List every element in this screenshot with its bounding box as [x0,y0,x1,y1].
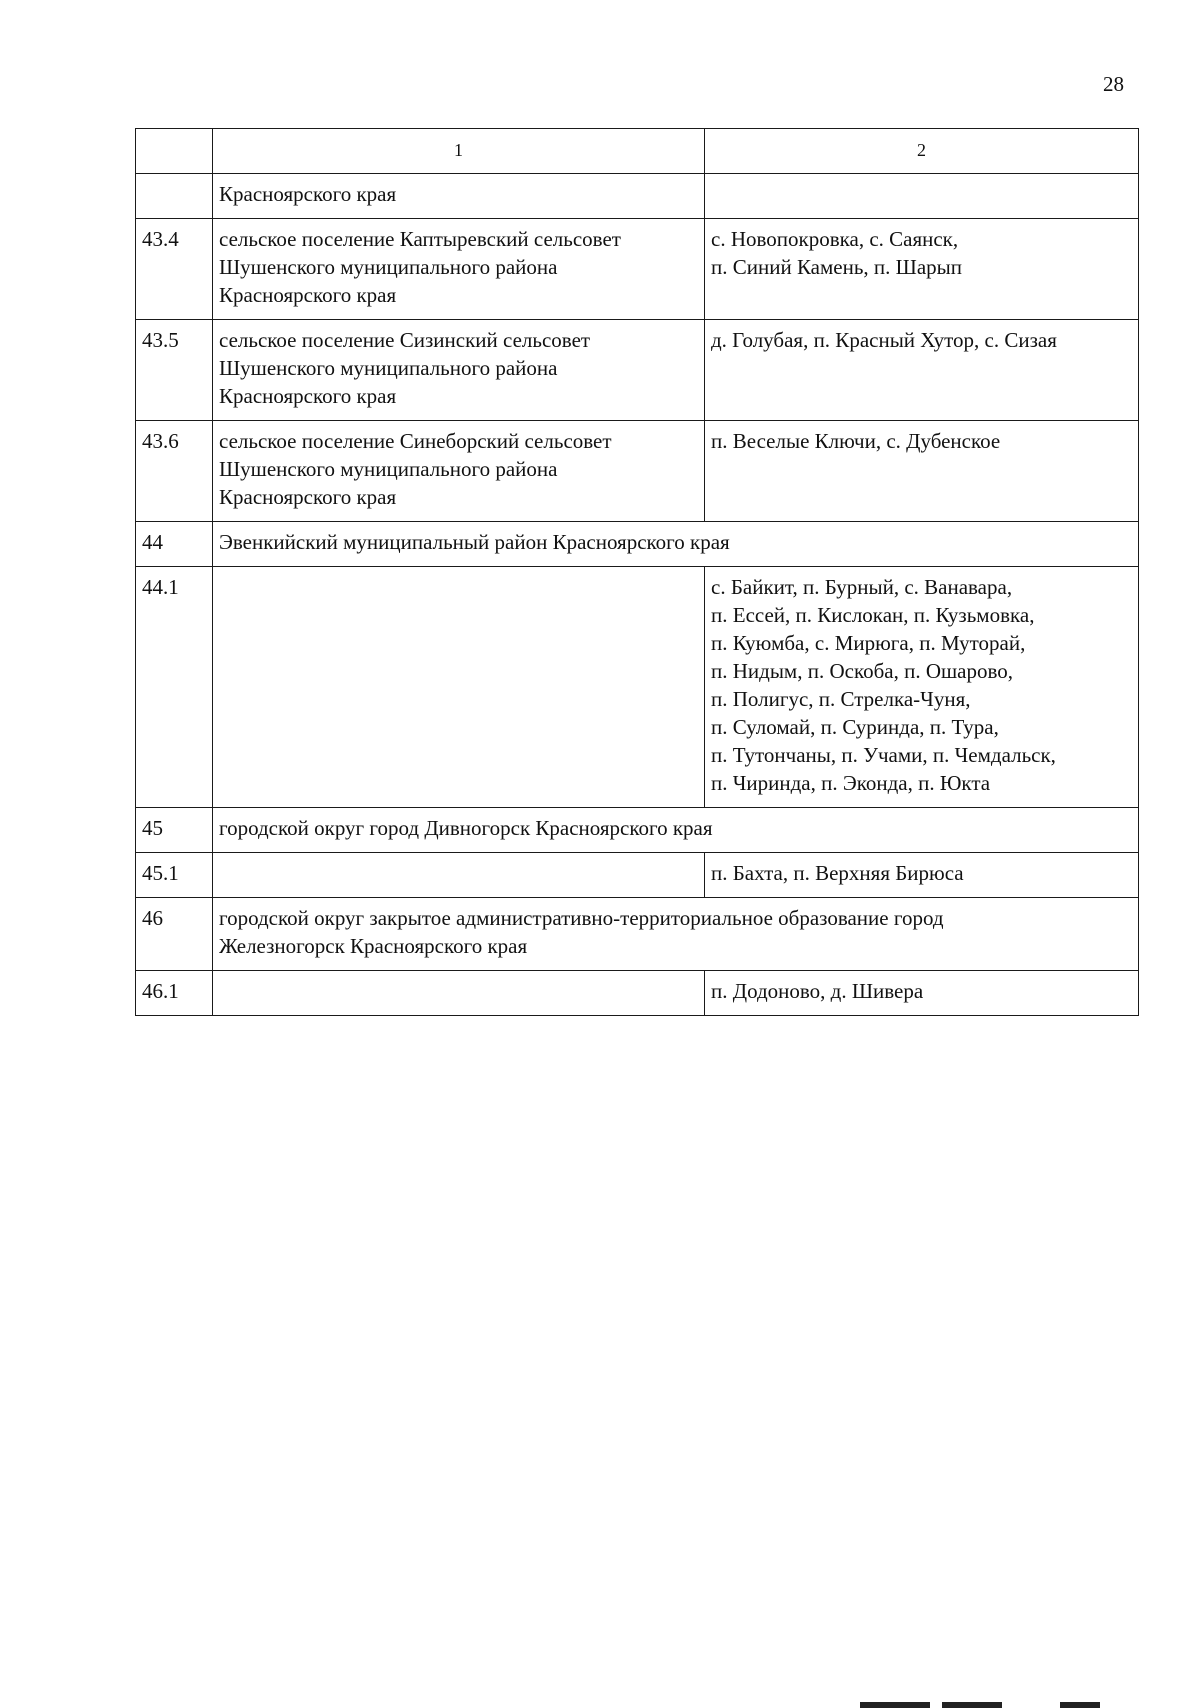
table-row [136,567,1139,808]
settlements-table [135,128,1139,1016]
district-name: Эвенкийский муниципальный район Красноярского края [213,522,1139,567]
settlements-list: п. Веселые Ключи, с. Дубенское [705,421,1139,522]
municipality-name [213,971,705,1016]
settlements-list: п. Додоново, д. Шивера [705,971,1139,1016]
municipality-name: сельское поселение Каптыревский сельсовет Шушенского муниципального района Красноярского края [213,219,705,320]
scan-artifact [860,1702,1100,1708]
municipality-name: сельское поселение Синеборский сельсовет Шушенского муниципального района Красноярского края [213,421,705,522]
settlements-list: с. Байкит, п. Бурный, с. Ванавара, п. Ессей, п. Кислокан, п. Кузьмовка, п. Куюмба, с. Мирюга, п. Муторай, п. Нидым, п. Оскоба, п. Ошарово, п. Полигус, п. Стрелка-Чуня, п. Суломай, п. Суринда, п. Тура, п. Тутончаны, п. Учами, п. Чемдальск, п. Чиринда, п. Эконда, п. Юкта [705,567,1139,808]
municipality-name [213,853,705,898]
municipality-name: сельское поселение Сизинский сельсовет Шушенского муниципального района Красноярского края [213,320,705,421]
settlements-list: п. Бахта, п. Верхняя Бирюса [705,853,1139,898]
district-name: городской округ закрытое административно-территориальное образование город Железногорск Красноярского края [213,898,1139,971]
row-number: 44.1 [136,567,213,808]
table-row [136,320,1139,421]
municipality-name [213,567,705,808]
settlements-list: д. Голубая, п. Красный Хутор, с. Сизая [705,320,1139,421]
header-num-cell [136,129,213,174]
table-row-district [136,522,1139,567]
district-name: городской округ город Дивногорск Красноярского края [213,808,1139,853]
row-number: 43.5 [136,320,213,421]
settlements-list: с. Новопокровка, с. Саянск, п. Синий Камень, п. Шарып [705,219,1139,320]
table-row [136,853,1139,898]
table-row-district [136,898,1139,971]
row-number: 44 [136,522,213,567]
row-number: 46 [136,898,213,971]
header-col-1: 1 [213,129,705,174]
municipality-name: Красноярского края [213,174,705,219]
table-header-row [136,129,1139,174]
row-number: 43.4 [136,219,213,320]
header-col-2: 2 [705,129,1139,174]
page-number: 28 [1103,72,1124,96]
table-row [136,971,1139,1016]
row-number: 45.1 [136,853,213,898]
table-row [136,421,1139,522]
table-row [136,174,1139,219]
table-row-district [136,808,1139,853]
row-number: 45 [136,808,213,853]
row-number: 43.6 [136,421,213,522]
settlements-list [705,174,1139,219]
row-number [136,174,213,219]
row-number: 46.1 [136,971,213,1016]
table-row [136,219,1139,320]
